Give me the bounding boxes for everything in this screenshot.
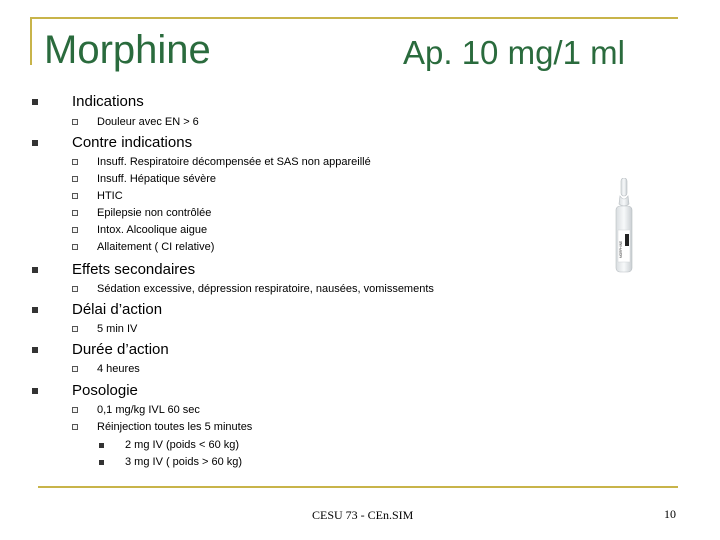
list-item <box>97 115 199 129</box>
page-number: 10 <box>664 507 676 521</box>
checkbox-bullet-icon <box>72 244 78 250</box>
list-item <box>97 420 252 434</box>
section-heading-indications: Indications <box>72 93 144 110</box>
checkbox-bullet-icon <box>72 326 78 332</box>
section-heading-delai-action: Délai d’action <box>72 301 163 318</box>
list-item <box>97 223 207 237</box>
list-item-text: Epilepsie non contrôlée <box>97 207 212 219</box>
checkbox-bullet-icon <box>72 159 78 165</box>
checkbox-bullet-icon <box>72 286 78 292</box>
list-item-text: HTIC <box>97 190 123 202</box>
ampoule-label: MORPHINE <box>619 240 623 258</box>
list-item-text: 5 min IV <box>97 323 138 335</box>
list-item <box>97 362 140 376</box>
list-item <box>97 322 137 336</box>
slide-subtitle: Ap. 10 mg/1 ml <box>403 34 625 71</box>
list-item-text: Allaitement ( CI relative) <box>97 241 215 253</box>
list-item-text: Insuff. Hépatique sévère <box>97 173 217 185</box>
checkbox-bullet-icon <box>72 424 78 430</box>
checkbox-bullet-icon <box>72 366 78 372</box>
list-item <box>97 282 434 296</box>
list-item <box>97 206 211 220</box>
section-heading-duree-action: Durée d’action <box>72 341 169 358</box>
list-item-text: Intox. Alcoolique aigue <box>97 224 208 236</box>
list-item <box>97 240 214 254</box>
list-item-text: Douleur avec EN > 6 <box>97 116 199 128</box>
list-item-text: 4 heures <box>97 363 140 375</box>
checkbox-bullet-icon <box>72 193 78 199</box>
list-item-text: 0,1 mg/kg IVL 60 sec <box>97 404 200 416</box>
checkbox-bullet-icon <box>72 119 78 125</box>
frame-left-line <box>30 17 32 65</box>
list-item-text: Réinjection toutes les 5 minutes <box>97 421 253 433</box>
sub-list-item: 3 mg IV ( poids > 60 kg) <box>125 456 243 468</box>
list-item <box>97 189 123 203</box>
section-heading-effets-secondaires: Effets secondaires <box>72 261 196 278</box>
footer-text: CESU 73 - CEn.SIM <box>312 508 414 522</box>
list-item <box>97 172 216 186</box>
checkbox-bullet-icon <box>72 176 78 182</box>
checkbox-bullet-icon <box>72 210 78 216</box>
section-heading-posologie: Posologie <box>72 382 138 399</box>
section-heading-contre-indications: Contre indications <box>72 134 193 151</box>
list-item <box>97 155 371 169</box>
frame-top-line <box>30 17 678 19</box>
checkbox-bullet-icon <box>72 407 78 413</box>
list-item-text: Sédation excessive, dépression respiratoire, nausées, vomissements <box>97 283 434 295</box>
sub-list-item: 2 mg IV (poids < 60 kg) <box>125 439 240 451</box>
slide-title: Morphine <box>44 28 211 72</box>
ampoule-image <box>608 178 640 274</box>
checkbox-bullet-icon <box>72 227 78 233</box>
footer-line <box>38 486 678 488</box>
list-item-text: Insuff. Respiratoire décompensée et SAS non appareillé <box>97 156 371 168</box>
list-item <box>97 403 200 417</box>
